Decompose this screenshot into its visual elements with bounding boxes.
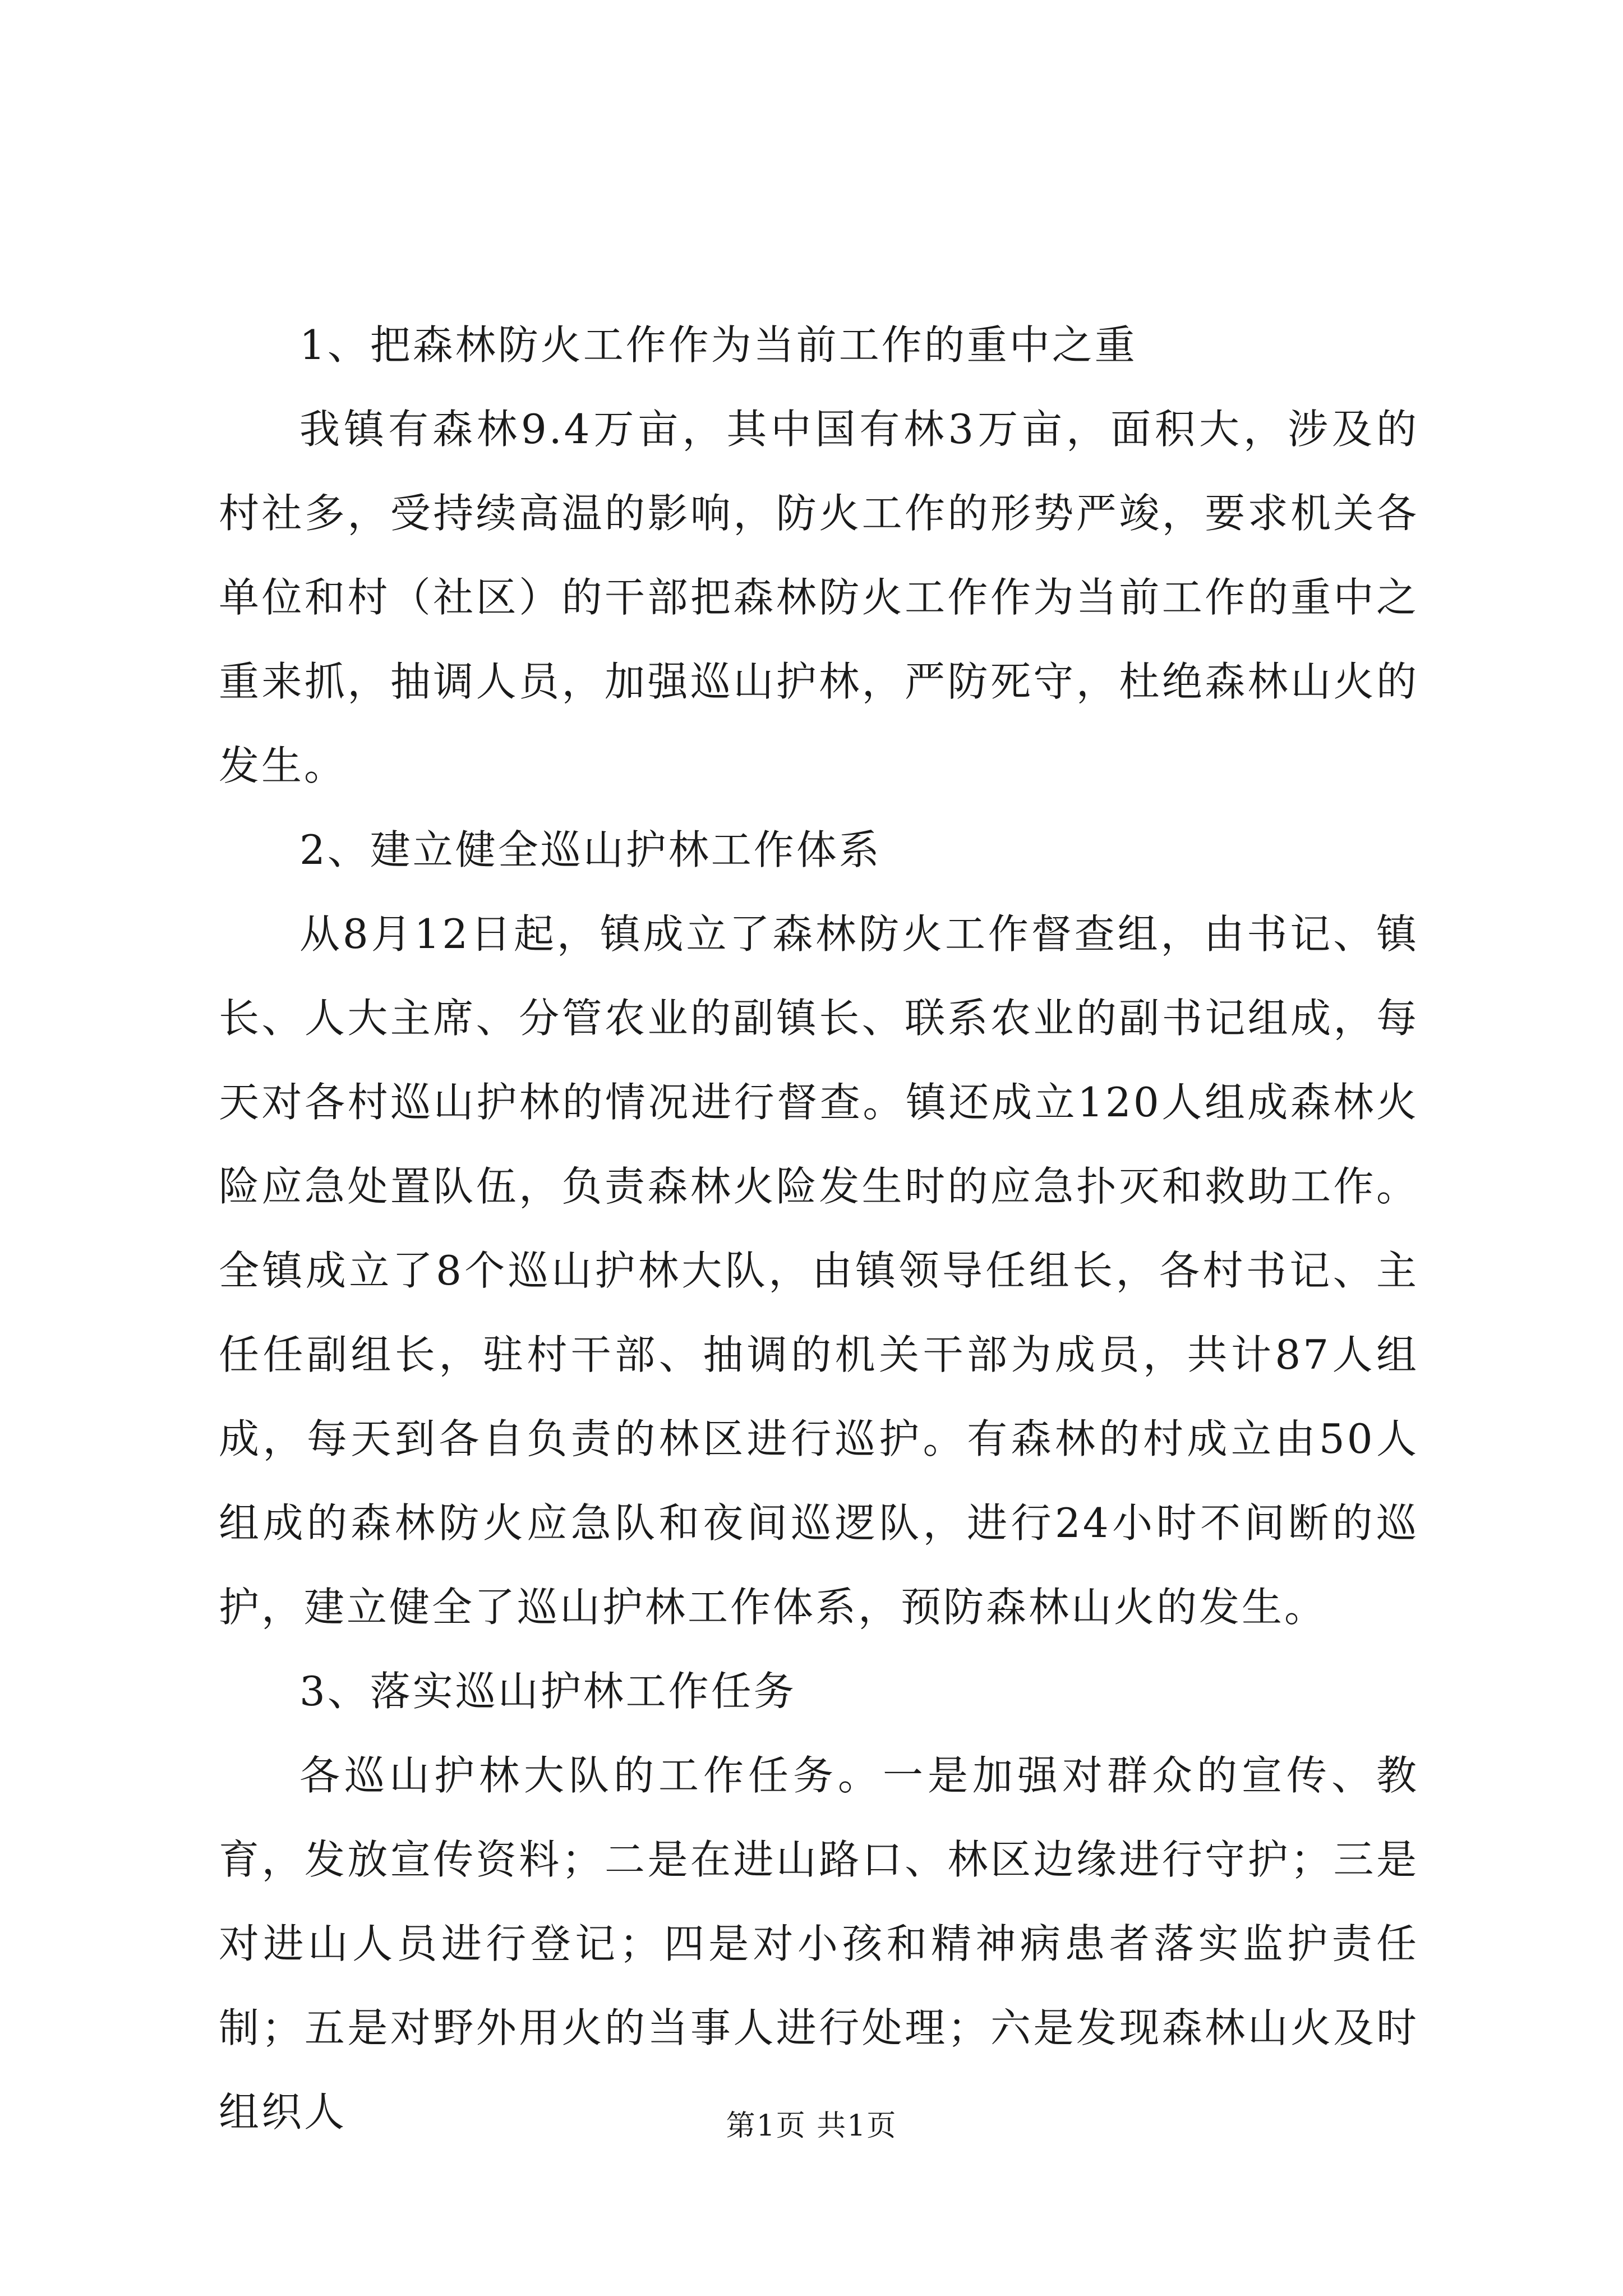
section-heading-2: 2、建立健全巡山护林工作体系 <box>299 826 882 873</box>
section-heading-3: 3、落实巡山护林工作任务 <box>299 1668 796 1715</box>
page-number-footer: 第1页 共1页 <box>726 2109 897 2143</box>
body-paragraph-1: 我镇有森林9.4万亩，其中国有林3万亩，面积大，涉及的村社多，受持续高温的影响，防火工作的形势严竣，要求机关各单位和村（社区）的干部把森林防火工作作为当前工作的重中之重来抓，抽调人员，加强巡山护林，严防死守，杜绝森林山火的发生。 <box>219 406 1419 789</box>
section-heading-1: 1、把森林防火工作作为当前工作的重中之重 <box>299 321 1137 369</box>
body-paragraph-3: 各巡山护林大队的工作任务。一是加强对群众的宣传、教育，发放宣传资料；二是在进山路口、林区边缘进行守护；三是对进山人员进行登记；四是对小孩和精神病患者落实监护责任制；五是对野外用火的当事人进行处理；六是发现森林山火及时组织人 <box>219 1752 1419 2136</box>
body-paragraph-2: 从8月12日起，镇成立了森林防火工作督查组，由书记、镇长、人大主席、分管农业的副镇长、联系农业的副书记组成，每天对各村巡山护林的情况进行督查。镇还成立120人组成森林火险应急处置队伍，负责森林火险发生时的应急扑灭和救助工作。全镇成立了8个巡山护林大队，由镇领导任组长，各村书记、主任任副组长，驻村干部、抽调的机关干部为成员，共计87人组成，每天到各自负责的林区进行巡护。有森林的村成立由50人组成的森林防火应急队和夜间巡逻队，进行24小时不间断的巡护，建立健全了巡山护林工作体系，预防森林山火的发生。 <box>219 910 1419 1631</box>
document-body <box>219 303 1419 2154</box>
